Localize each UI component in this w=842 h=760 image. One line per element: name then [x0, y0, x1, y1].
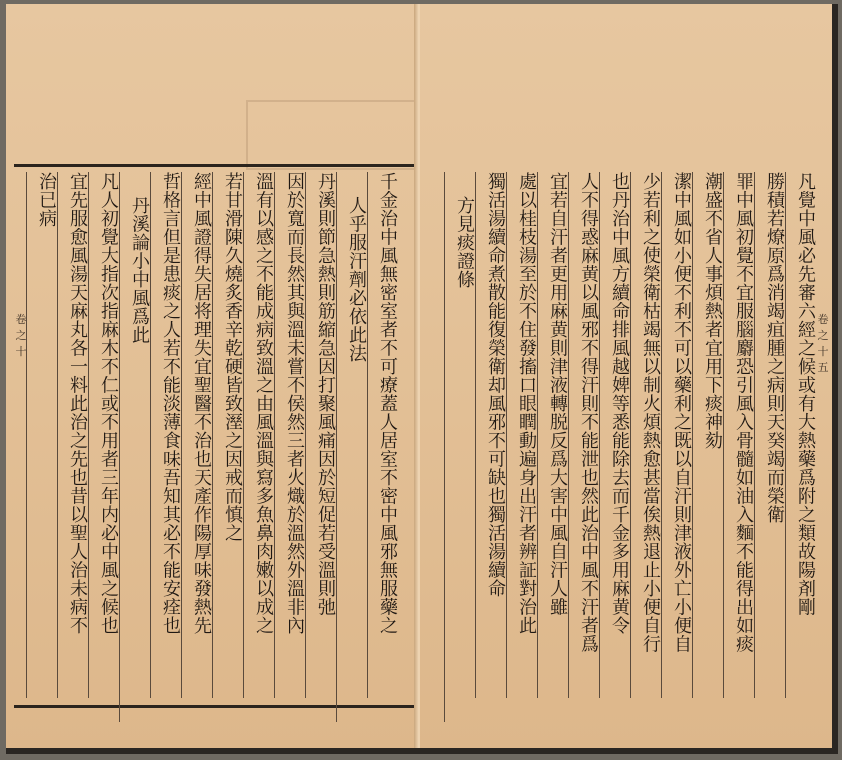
- text-column: 潔中風如小便不利不可以藥利之既以自汗則津液外亡小便自: [661, 172, 693, 698]
- text-column: 宜若自汗者更用麻黄則津液轉脱反爲大害中風自汗人雖: [537, 172, 569, 698]
- right-page: [420, 4, 832, 748]
- text-column: 丹溪論小中風爲此: [119, 172, 151, 722]
- margin-glyph: 五: [817, 361, 829, 374]
- text-column: 因於寬而長然其與溫未嘗不侯然三者火熾於溫然外溫非內: [274, 172, 306, 698]
- text-column: 哲格言但是患痰之人若不能淡薄食味吾知其必不能安痊也: [150, 172, 182, 698]
- margin-glyph: 卷: [15, 313, 27, 326]
- margin-glyph: 之: [15, 329, 27, 342]
- text-column: 丹溪則節急熱則筋縮急因打聚風痛因於短促若受溫則弛: [305, 172, 337, 698]
- text-column: 方見痰證條: [444, 172, 476, 722]
- text-column: 潮盛不省人事煩熱者宜用下痰神劾: [692, 172, 724, 698]
- text-column: 凡人初覺大指次指麻木不仁或不用者三年内必中風之候也: [88, 172, 120, 698]
- text-column: 治已病: [26, 172, 58, 698]
- text-column: 罪中風初覺不宜服腦麝恐引風入骨髓如油入麵不能得出如痰: [723, 172, 755, 698]
- text-column: 溫有以感之不能成病致溫之由風溫與寫多魚鼻肉嫩以成之: [243, 172, 275, 698]
- margin-glyph: 十: [15, 345, 27, 358]
- text-column: 千金治中風無密室者不可療蓋人居室不密中風邪無服藥之: [367, 172, 399, 698]
- text-column: 勝積若燎原爲消竭疽腫之病則天癸竭而榮衛: [754, 172, 786, 698]
- text-column: 凡覺中風必先審六經之候或有大熱藥爲附之類故陽剤剛: [785, 172, 817, 698]
- text-column: 也丹治中風方續命排風越婢等悉能除去而千金多用麻黄令: [599, 172, 631, 698]
- text-column: 人乎服汗劑必依此法: [336, 172, 368, 722]
- faded-stamp-mark: [246, 100, 420, 170]
- text-column: 若甘滑陳久燒炙香辛乾硬皆致溼之因戒而慎之: [212, 172, 244, 698]
- text-column: 處以桂枝湯至於不住發搐口眼瞤動遍身出汗者辨証對治此: [506, 172, 538, 698]
- text-column: 人不得惑麻黄以風邪不得汗則不能泄也然此治中風不汗者爲: [568, 172, 600, 698]
- text-column: 宜先服愈風湯天麻丸各一料此治之先也昔以聖人治未病不: [57, 172, 89, 698]
- open-book: [6, 4, 838, 754]
- margin-glyph: 之: [817, 329, 829, 342]
- margin-glyph: 卷: [817, 313, 829, 326]
- right-page-margin-tab: [816, 164, 830, 702]
- text-column: 獨活湯續命煮散能復榮衛却風邪不可缺也獨活湯續命: [475, 172, 507, 698]
- text-column: 少若利之使榮衛枯竭無以制火煩熱愈甚當俟熱退止小便自行: [630, 172, 662, 698]
- margin-glyph: 十: [817, 345, 829, 358]
- text-column: 經中風證得失居将理失宜聖醫不治也天產作陽厚味發熱先: [181, 172, 213, 698]
- left-page: [6, 4, 419, 748]
